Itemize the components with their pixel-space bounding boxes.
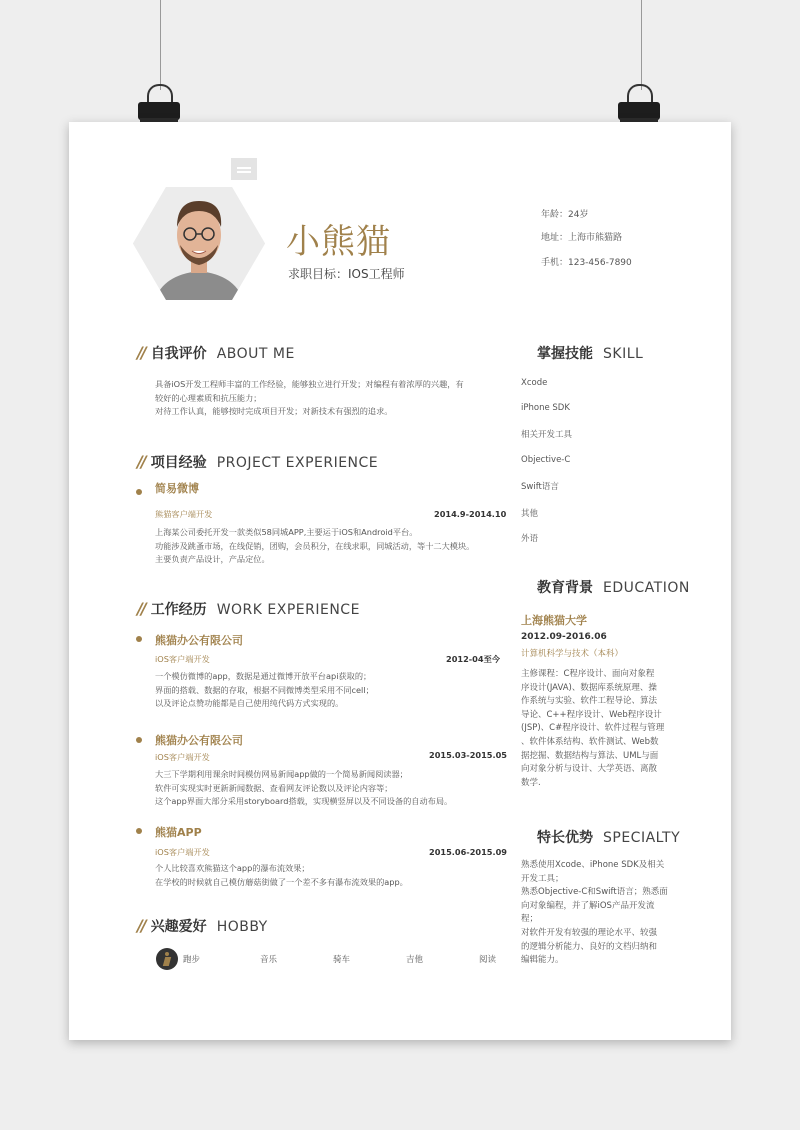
specialty-title-en: SPECIALTY: [603, 830, 681, 846]
bullet-icon: [136, 489, 142, 495]
job-target: 求职目标：IOS工程师: [288, 267, 405, 281]
specialty-section-title: [537, 827, 680, 847]
about-line: 对待工作认真，能够按时完成项目开发；对新技术有强烈的追求。: [155, 406, 393, 416]
education-title-zh: 教育背景: [537, 580, 593, 596]
work-item-title: 熊猫办公有限公司: [155, 634, 243, 647]
hobby-item: 骑车: [333, 955, 351, 965]
work-item-text: [155, 862, 408, 889]
skill-item: 相关开发工具: [521, 430, 573, 440]
avatar: [133, 187, 265, 300]
project-section-title: [137, 452, 378, 472]
right-wire: [641, 0, 642, 90]
decor-tag-icon: [231, 158, 257, 180]
specialty-text: [521, 859, 668, 968]
course-line: 向对象分析与设计、大学英语、离散: [521, 764, 658, 775]
course-line: 序设计(JAVA)、数据库系统原理、操: [521, 682, 657, 693]
specialty-line: 程；: [521, 914, 539, 925]
work-item-role: iOS客户端开发: [155, 752, 210, 762]
project-line: 主要负责产品设计，产品定位。: [155, 554, 270, 564]
course-line: 数学.: [521, 777, 541, 788]
course-line: (JSP)、C#程序设计、软件过程与管理: [521, 723, 665, 734]
work-line: 一个模仿微博的app，数据是通过微博开放平台api获取的；: [155, 671, 372, 681]
hobby-item: 音乐: [260, 955, 278, 965]
skill-item: Xcode: [521, 378, 548, 388]
skill-item: Swift语言: [521, 482, 559, 492]
skill-item: iPhone SDK: [521, 403, 570, 413]
course-line: 、软件体系结构、软件测试、Web数: [521, 736, 659, 747]
work-line: 软件可实现实时更新新闻数据、查看网友评论数以及评论内容等；: [155, 782, 393, 793]
specialty-line: 的逻辑分析能力、良好的文档归纳和: [521, 941, 658, 952]
work-title-zh: 工作经历: [150, 602, 207, 618]
course-line: 导论、C++程序设计、Web程序设计: [521, 709, 662, 720]
skill-item: 外语: [521, 534, 539, 544]
hobby-item: 阅读: [479, 955, 497, 965]
about-line: 具备iOS开发工程师丰富的工作经验，能够独立进行开发；对编程有着浓厚的兴趣，有: [155, 379, 464, 389]
work-line: 个人比较喜欢熊猫这个app的瀑布流效果；: [155, 863, 310, 873]
education-school: 上海熊猫大学: [521, 614, 587, 627]
work-item-title: 熊猫APP: [155, 826, 202, 839]
specialty-line: 向对象编程，并了解iOS产品开发流: [521, 900, 655, 911]
about-section-title: [137, 343, 295, 363]
skill-item: Objective-C: [521, 455, 571, 465]
work-line: 大三下学期利用课余时间模仿网易新闻app做的一个简易新闻阅读器；: [155, 769, 408, 779]
bullet-icon: [136, 828, 142, 834]
project-title-zh: 项目经验: [150, 455, 207, 471]
about-title-en: ABOUT ME: [216, 346, 295, 362]
project-line: 上海某公司委托开发一款类似58同城APP,主要运于iOS和Android平台。: [155, 527, 418, 537]
hobby-item: 吉他: [406, 955, 424, 965]
bullet-icon: [136, 737, 142, 743]
education-major: 计算机科学与技术（本科）: [521, 649, 624, 659]
work-line: 在学校的时候就自己模仿蘑菇街做了一个差不多有瀑布流效果的app。: [155, 876, 408, 887]
address-text: 地址：上海市熊猫路: [541, 233, 623, 243]
section-slash-icon: //: [137, 452, 145, 471]
project-date: 2014.9-2014.10: [434, 509, 507, 519]
project-line: 功能涉及跳蚤市场，在线促销，团购，会员积分，在线求职，同城活动，等十二大模块。: [155, 540, 475, 551]
work-item-title: 熊猫办公有限公司: [155, 734, 243, 747]
skill-item: 其他: [521, 509, 539, 519]
about-line: 较好的心理素质和抗压能力；: [155, 392, 262, 403]
hobby-item: 跑步: [183, 955, 201, 965]
work-item-role: iOS客户端开发: [155, 847, 210, 857]
hobby-section-title: [137, 916, 268, 936]
education-courses: [521, 668, 664, 790]
course-line: 作系统与实验、软件工程导论、算法: [521, 696, 658, 707]
skill-section-title: [537, 343, 643, 363]
specialty-line: 熟悉Objective-C和Swift语言；熟悉面: [521, 887, 668, 898]
skill-title-en: SKILL: [603, 346, 644, 362]
phone-text: 手机：123-456-7890: [541, 258, 632, 268]
project-title-en: PROJECT EXPERIENCE: [216, 455, 379, 471]
project-text: [155, 526, 474, 567]
left-wire: [160, 0, 161, 90]
hobby-title-zh: 兴趣爱好: [150, 919, 207, 935]
about-text: [155, 378, 464, 419]
work-item-date: 2015.06-2015.09: [429, 847, 507, 857]
education-date: 2012.09-2016.06: [521, 632, 607, 642]
specialty-line: 对软件开发有较强的理论水平、较强: [521, 927, 658, 938]
work-item-text: [155, 768, 452, 809]
section-slash-icon: //: [137, 599, 145, 618]
hobby-title-en: HOBBY: [216, 919, 268, 935]
education-section-title: [537, 577, 690, 597]
specialty-line: 熟悉使用Xcode、iPhone SDK及相关: [521, 860, 665, 870]
running-icon: [156, 948, 178, 970]
course-line: 主修课程：C程序设计、面向对象程: [521, 669, 655, 679]
work-line: 以及评论点赞功能都是自己使用纯代码方式实现的。: [155, 698, 344, 708]
work-item-date: 2015.03-2015.05: [429, 750, 507, 760]
section-slash-icon: //: [137, 916, 145, 935]
section-slash-icon: //: [137, 343, 145, 362]
specialty-line: 编辑能力。: [521, 955, 564, 966]
work-item-role: iOS客户端开发: [155, 654, 210, 664]
specialty-title-zh: 特长优势: [537, 830, 593, 846]
bullet-icon: [136, 636, 142, 642]
project-title: 简易微博: [155, 482, 199, 495]
work-line: 界面的搭载、数据的存取，根据不同微博类型采用不同cell；: [155, 684, 374, 695]
resume-paper: [69, 122, 731, 1040]
specialty-line: 开发工具；: [521, 873, 564, 884]
work-item-date: 2012-04至今: [446, 654, 500, 664]
project-role: 熊猫客户端开发: [155, 509, 213, 519]
course-line: 据挖掘、数据结构与算法、UML与面: [521, 750, 659, 761]
work-title-en: WORK EXPERIENCE: [216, 602, 360, 618]
person-name: 小熊猫: [286, 222, 391, 262]
about-title-zh: 自我评价: [150, 346, 207, 362]
work-line: 这个app界面大部分采用storyboard搭载，实现横竖屏以及不同设备的自动布局。: [155, 796, 453, 806]
skill-title-zh: 掌握技能: [537, 346, 593, 362]
work-item-text: [155, 670, 374, 711]
work-section-title: [137, 599, 360, 619]
education-title-en: EDUCATION: [603, 580, 690, 596]
age-text: 年龄：24岁: [541, 210, 589, 220]
